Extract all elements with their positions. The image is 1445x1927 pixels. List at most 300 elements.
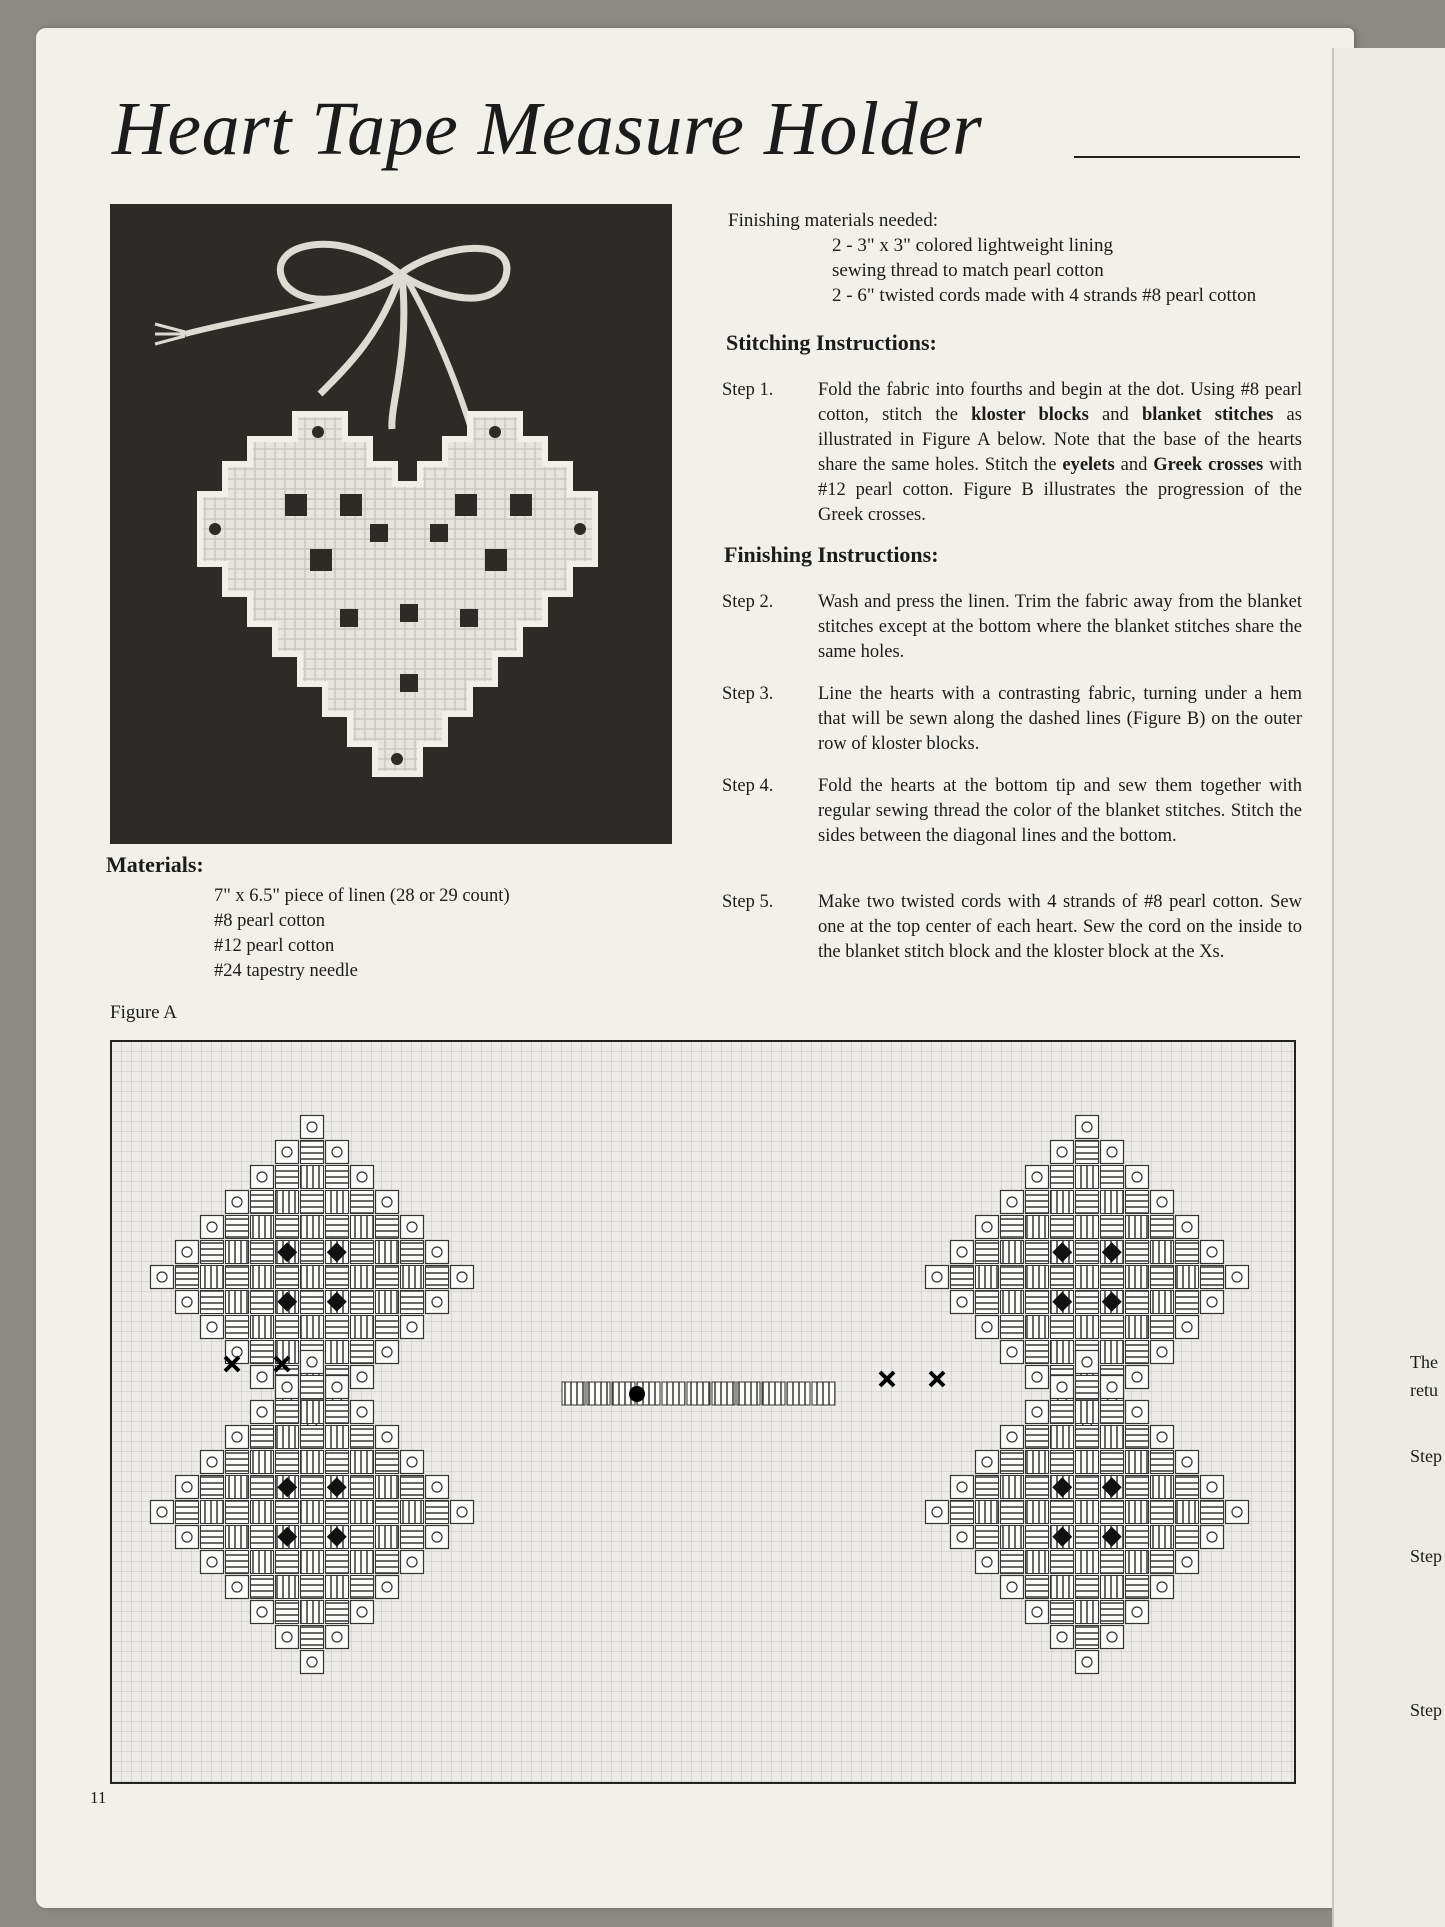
step-3: [722, 682, 1302, 757]
kloster-block: [351, 1291, 374, 1314]
kloster-block: [376, 1501, 399, 1524]
eyelet: [932, 1507, 942, 1517]
kloster-block: [1076, 1601, 1099, 1624]
kloster-block: [1126, 1501, 1149, 1524]
kloster-block: [301, 1451, 324, 1474]
kloster-block: [401, 1526, 424, 1549]
kloster-block: [351, 1501, 374, 1524]
kloster-block: [1001, 1451, 1024, 1474]
kloster-block: [1026, 1551, 1049, 1574]
title-rule: [1074, 156, 1300, 158]
eyelet: [382, 1432, 392, 1442]
eyelet: [232, 1582, 242, 1592]
finishing-material-item: 2 - 6" twisted cords made with 4 strands #8 pearl cotton: [832, 285, 1257, 306]
kloster-block: [301, 1191, 324, 1214]
finishing-materials: [728, 208, 1308, 308]
kloster-block: [1076, 1141, 1099, 1164]
kloster-block: [376, 1316, 399, 1339]
eyelet: [207, 1557, 217, 1567]
eyelet: [1007, 1347, 1017, 1357]
eyelet: [1207, 1297, 1217, 1307]
kloster-block: [376, 1476, 399, 1499]
kloster-block: [1101, 1551, 1124, 1574]
kloster-block: [426, 1501, 449, 1524]
kloster-block: [1026, 1266, 1049, 1289]
step-label: Step 4.: [722, 776, 774, 796]
eyelet: [932, 1272, 942, 1282]
kloster-block: [176, 1266, 199, 1289]
kloster-block: [376, 1551, 399, 1574]
kloster-block: [1051, 1266, 1074, 1289]
kloster-block: [976, 1501, 999, 1524]
kloster-block: [1126, 1241, 1149, 1264]
kloster-block: [1051, 1551, 1074, 1574]
step-5: [722, 890, 1302, 965]
kloster-block: [301, 1166, 324, 1189]
kloster-block: [1076, 1376, 1099, 1399]
kloster-block: [976, 1266, 999, 1289]
eyelet: [1132, 1407, 1142, 1417]
kloster-block: [587, 1382, 610, 1405]
kloster-block: [326, 1216, 349, 1239]
kloster-block: [251, 1576, 274, 1599]
kloster-block: [712, 1382, 735, 1405]
eyelet: [1157, 1347, 1167, 1357]
kloster-block: [1051, 1341, 1074, 1364]
kloster-block: [226, 1316, 249, 1339]
kloster-block: [401, 1241, 424, 1264]
kloster-block: [251, 1241, 274, 1264]
kloster-block: [1151, 1316, 1174, 1339]
kloster-block: [1176, 1526, 1199, 1549]
eyelet: [1207, 1532, 1217, 1542]
kloster-block: [1151, 1551, 1174, 1574]
step-text: Wash and press the linen. Trim the fabric away from the blanket stitches except at the bottom where the blanket stitches share the same holes.: [818, 592, 1302, 662]
eyelet: [1107, 1382, 1117, 1392]
kloster-block: [1051, 1426, 1074, 1449]
kloster-block: [1076, 1291, 1099, 1314]
kloster-block: [201, 1501, 224, 1524]
step-label: Step 1.: [722, 380, 774, 400]
eyelet: [1107, 1632, 1117, 1642]
eyelet: [207, 1222, 217, 1232]
kloster-block: [401, 1266, 424, 1289]
kloster-block: [276, 1316, 299, 1339]
kloster-block: [351, 1216, 374, 1239]
eyelet: [957, 1482, 967, 1492]
eyelet: [282, 1147, 292, 1157]
kloster-block: [1151, 1501, 1174, 1524]
kloster-block: [401, 1476, 424, 1499]
eyelet: [1082, 1122, 1092, 1132]
eyelet: [407, 1222, 417, 1232]
kloster-block: [1101, 1426, 1124, 1449]
kloster-block: [1001, 1526, 1024, 1549]
kloster-block: [1151, 1476, 1174, 1499]
kloster-block: [1026, 1576, 1049, 1599]
eyelet: [382, 1197, 392, 1207]
kloster-block: [426, 1266, 449, 1289]
kloster-block: [1076, 1501, 1099, 1524]
eyelet: [157, 1507, 167, 1517]
eyelet: [157, 1272, 167, 1282]
kloster-block: [1026, 1316, 1049, 1339]
kloster-block: [201, 1476, 224, 1499]
kloster-block: [276, 1501, 299, 1524]
eyelet: [1132, 1372, 1142, 1382]
eyelet: [332, 1147, 342, 1157]
heart-photo: [110, 204, 672, 844]
step-text: Make two twisted cords with 4 strands of #8 pearl cotton. Sew one at the top center of each heart. Sew the cord on the inside to the blanket stitch block and the kloster block at the Xs.: [818, 892, 1302, 962]
kloster-block: [1001, 1216, 1024, 1239]
eyelet: [982, 1557, 992, 1567]
kloster-block: [1076, 1216, 1099, 1239]
kloster-block: [326, 1266, 349, 1289]
kloster-block: [1151, 1266, 1174, 1289]
kloster-block: [326, 1451, 349, 1474]
kloster-block: [1026, 1341, 1049, 1364]
eyelet: [1157, 1197, 1167, 1207]
finishing-material-item: 2 - 3" x 3" colored lightweight lining: [832, 235, 1113, 256]
eyelet: [257, 1372, 267, 1382]
eyelet: [432, 1247, 442, 1257]
eyelet: [1082, 1657, 1092, 1667]
kloster-block: [326, 1401, 349, 1424]
kloster-block: [276, 1401, 299, 1424]
eyelet: [457, 1272, 467, 1282]
kloster-block: [1176, 1291, 1199, 1314]
kloster-block: [1026, 1526, 1049, 1549]
eyelet: [1032, 1607, 1042, 1617]
eyelet: [307, 1122, 317, 1132]
eyelet: [282, 1382, 292, 1392]
kloster-block: [226, 1216, 249, 1239]
kloster-block: [376, 1216, 399, 1239]
eyelet: [1032, 1407, 1042, 1417]
kloster-block: [251, 1341, 274, 1364]
eyelet: [257, 1607, 267, 1617]
kloster-block: [301, 1576, 324, 1599]
kloster-block: [301, 1551, 324, 1574]
figure-a-label: Figure A: [110, 1002, 178, 1023]
eyelet: [382, 1347, 392, 1357]
kloster-block: [1051, 1216, 1074, 1239]
kloster-block: [1101, 1316, 1124, 1339]
kloster-block: [762, 1382, 785, 1405]
eyelet: [357, 1372, 367, 1382]
kloster-block: [1051, 1501, 1074, 1524]
kloster-block: [401, 1291, 424, 1314]
step-4: [722, 774, 1302, 849]
kloster-block: [226, 1241, 249, 1264]
kloster-block: [326, 1426, 349, 1449]
eyelet: [457, 1507, 467, 1517]
materials-heading: Materials:: [106, 852, 204, 877]
kloster-block: [376, 1291, 399, 1314]
next-page-edge: [1332, 48, 1445, 1927]
kloster-block: [226, 1526, 249, 1549]
kloster-block: [951, 1501, 974, 1524]
kloster-block: [351, 1316, 374, 1339]
eyelet: [257, 1172, 267, 1182]
kloster-block: [1101, 1601, 1124, 1624]
eyelet: [1157, 1582, 1167, 1592]
kloster-block: [301, 1216, 324, 1239]
eyelet: [1182, 1457, 1192, 1467]
kloster-block: [251, 1551, 274, 1574]
eyelet: [407, 1557, 417, 1567]
eyelet: [182, 1482, 192, 1492]
eyelet: [1032, 1172, 1042, 1182]
kloster-block: [1101, 1451, 1124, 1474]
kloster-block: [351, 1451, 374, 1474]
kloster-block: [976, 1526, 999, 1549]
kloster-block: [1026, 1476, 1049, 1499]
kloster-block: [301, 1316, 324, 1339]
kloster-block: [1026, 1451, 1049, 1474]
kloster-block: [1126, 1191, 1149, 1214]
eyelet: [1107, 1147, 1117, 1157]
eyelet: [432, 1532, 442, 1542]
kloster-block: [226, 1451, 249, 1474]
kloster-block: [276, 1266, 299, 1289]
eyelet: [432, 1297, 442, 1307]
kloster-block: [1201, 1266, 1224, 1289]
material-item: #24 tapestry needle: [214, 961, 358, 981]
kloster-block: [301, 1241, 324, 1264]
kloster-block: [201, 1526, 224, 1549]
kloster-block: [251, 1526, 274, 1549]
kloster-block: [326, 1341, 349, 1364]
kloster-block: [1151, 1451, 1174, 1474]
kloster-block: [1051, 1316, 1074, 1339]
eyelet: [1232, 1507, 1242, 1517]
kloster-block: [251, 1426, 274, 1449]
eyelet: [257, 1407, 267, 1417]
eyelet: [957, 1247, 967, 1257]
kloster-block: [1176, 1266, 1199, 1289]
kloster-block: [1076, 1191, 1099, 1214]
kloster-block: [226, 1476, 249, 1499]
kloster-block: [301, 1376, 324, 1399]
kloster-block: [687, 1382, 710, 1405]
eyelet: [232, 1432, 242, 1442]
kloster-block: [1176, 1501, 1199, 1524]
kloster-block: [1101, 1266, 1124, 1289]
next-page-text: retu: [1410, 1380, 1438, 1400]
kloster-block: [1076, 1316, 1099, 1339]
kloster-block: [951, 1266, 974, 1289]
eyelet: [982, 1222, 992, 1232]
eyelet: [1207, 1247, 1217, 1257]
step-2: [722, 590, 1302, 665]
kloster-block: [812, 1382, 835, 1405]
kloster-block: [276, 1426, 299, 1449]
kloster-block: [251, 1191, 274, 1214]
kloster-block: [1126, 1266, 1149, 1289]
kloster-block: [1076, 1626, 1099, 1649]
step-1: [722, 378, 1302, 528]
kloster-block: [251, 1291, 274, 1314]
eyelet: [1132, 1607, 1142, 1617]
kloster-block: [301, 1291, 324, 1314]
kloster-block: [376, 1241, 399, 1264]
kloster-block: [351, 1576, 374, 1599]
kloster-block: [326, 1601, 349, 1624]
step-text: Fold the fabric into fourths and begin at the dot. Using #8 pearl cotton, stitch the kloster blocks and blanket stitches as illustrated in Figure A below. Note that the base of the hearts share the same holes. Stitch the eyelets and Greek crosses with #12 pearl cotton. Figure B illustrates the progression of the Greek crosses.: [818, 380, 1303, 525]
kloster-block: [1126, 1426, 1149, 1449]
page-title: Heart Tape Measure Holder: [112, 87, 983, 171]
kloster-block: [301, 1266, 324, 1289]
eyelet: [332, 1632, 342, 1642]
eyelet: [982, 1322, 992, 1332]
kloster-block: [1001, 1316, 1024, 1339]
kloster-block: [1101, 1576, 1124, 1599]
eyelet: [332, 1382, 342, 1392]
kloster-block: [1076, 1426, 1099, 1449]
kloster-block: [1101, 1501, 1124, 1524]
kloster-block: [376, 1526, 399, 1549]
kloster-block: [226, 1551, 249, 1574]
kloster-block: [326, 1316, 349, 1339]
kloster-block: [276, 1576, 299, 1599]
kloster-block: [226, 1501, 249, 1524]
kloster-block: [1076, 1241, 1099, 1264]
kloster-block: [1126, 1291, 1149, 1314]
eyelet: [1032, 1372, 1042, 1382]
eyelet: [1232, 1272, 1242, 1282]
kloster-block: [1001, 1551, 1024, 1574]
eyelet: [282, 1632, 292, 1642]
kloster-block: [1026, 1191, 1049, 1214]
kloster-block: [976, 1291, 999, 1314]
kloster-block: [1126, 1341, 1149, 1364]
kloster-block: [201, 1241, 224, 1264]
kloster-block: [401, 1501, 424, 1524]
eyelet: [1182, 1322, 1192, 1332]
kloster-block: [1076, 1266, 1099, 1289]
kloster-block: [1126, 1576, 1149, 1599]
kloster-block: [376, 1266, 399, 1289]
kloster-block: [276, 1166, 299, 1189]
kloster-block: [251, 1316, 274, 1339]
eyelet: [1057, 1382, 1067, 1392]
kloster-block: [1126, 1551, 1149, 1574]
kloster-block: [1051, 1166, 1074, 1189]
kloster-block: [1176, 1476, 1199, 1499]
eyelet: [382, 1582, 392, 1592]
eyelet: [307, 1657, 317, 1667]
kloster-block: [1076, 1551, 1099, 1574]
next-page-text: Step: [1410, 1700, 1443, 1720]
kloster-block: [1001, 1241, 1024, 1264]
kloster-block: [276, 1551, 299, 1574]
finishing-materials-heading: Finishing materials needed:: [728, 210, 939, 231]
kloster-block: [1001, 1476, 1024, 1499]
kloster-block: [226, 1291, 249, 1314]
kloster-block: [326, 1551, 349, 1574]
eyelet: [1182, 1557, 1192, 1567]
kloster-block: [976, 1241, 999, 1264]
material-item: 7" x 6.5" piece of linen (28 or 29 count): [214, 886, 510, 906]
next-page-text: Step: [1410, 1446, 1443, 1466]
eyelet: [982, 1457, 992, 1467]
material-item: #12 pearl cotton: [214, 936, 335, 956]
materials-list: [214, 884, 510, 984]
eyelet: [1182, 1222, 1192, 1232]
kloster-block: [351, 1551, 374, 1574]
kloster-block: [351, 1341, 374, 1364]
eyelet: [407, 1457, 417, 1467]
eyelet: [1007, 1582, 1017, 1592]
eyelet: [232, 1347, 242, 1357]
kloster-block: [662, 1382, 685, 1405]
kloster-block: [1151, 1526, 1174, 1549]
step-label: Step 5.: [722, 892, 774, 912]
kloster-block: [787, 1382, 810, 1405]
eyelet: [357, 1607, 367, 1617]
kloster-block: [1051, 1576, 1074, 1599]
step-label: Step 3.: [722, 684, 774, 704]
kloster-block: [301, 1476, 324, 1499]
kloster-block: [276, 1451, 299, 1474]
kloster-block: [226, 1266, 249, 1289]
kloster-block: [351, 1241, 374, 1264]
eyelet: [1007, 1432, 1017, 1442]
kloster-block: [1126, 1476, 1149, 1499]
kloster-block: [301, 1526, 324, 1549]
kloster-block: [976, 1476, 999, 1499]
eyelet: [432, 1482, 442, 1492]
kloster-block: [1126, 1316, 1149, 1339]
kloster-block: [1051, 1601, 1074, 1624]
kloster-block: [1126, 1526, 1149, 1549]
eyelet: [207, 1322, 217, 1332]
step-text: Line the hearts with a contrasting fabric, turning under a hem that will be sewn along the dashed lines (Figure B) on the outer row of kloster blocks.: [818, 684, 1302, 754]
kloster-block: [737, 1382, 760, 1405]
kloster-block: [1076, 1401, 1099, 1424]
material-item: #8 pearl cotton: [214, 911, 325, 931]
finishing-heading: Finishing Instructions:: [724, 542, 939, 567]
kloster-block: [301, 1601, 324, 1624]
kloster-block: [1026, 1426, 1049, 1449]
kloster-block: [1026, 1241, 1049, 1264]
kloster-block: [251, 1216, 274, 1239]
page-number: 11: [90, 1788, 107, 1807]
step-label: Step 2.: [722, 592, 774, 612]
kloster-block: [301, 1141, 324, 1164]
eyelet: [182, 1297, 192, 1307]
kloster-block: [326, 1191, 349, 1214]
kloster-block: [251, 1266, 274, 1289]
eyelet: [1082, 1357, 1092, 1367]
kloster-block: [201, 1266, 224, 1289]
eyelet: [1132, 1172, 1142, 1182]
kloster-block: [276, 1601, 299, 1624]
figure-a-pattern: [110, 1040, 1296, 1784]
kloster-block: [251, 1501, 274, 1524]
eyelet: [407, 1322, 417, 1332]
eyelet: [1157, 1432, 1167, 1442]
kloster-block: [301, 1401, 324, 1424]
kloster-block: [1101, 1166, 1124, 1189]
kloster-block: [1101, 1216, 1124, 1239]
kloster-block: [1151, 1241, 1174, 1264]
eyelet: [1057, 1632, 1067, 1642]
kloster-block: [351, 1426, 374, 1449]
kloster-block: [201, 1291, 224, 1314]
eyelet: [1207, 1482, 1217, 1492]
